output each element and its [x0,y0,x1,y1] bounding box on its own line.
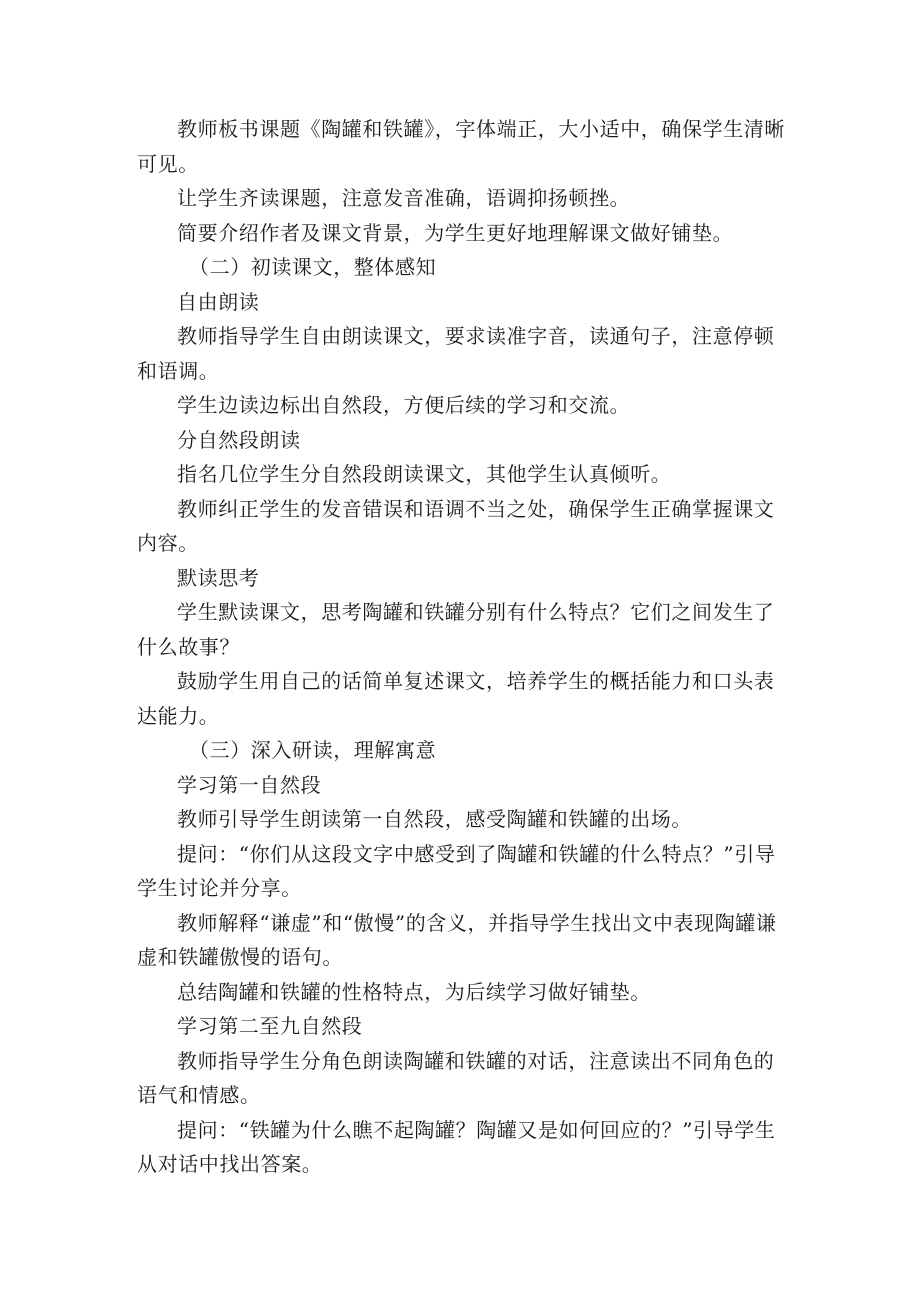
paragraph: 教师指导学生分角色朗读陶罐和铁罐的对话，注意读出不同角色的语气和情感。 [137,1048,775,1107]
paragraph: 让学生齐读课题，注意发音准确，语调抑扬顿挫。 [177,186,631,210]
paragraph: 鼓励学生用自己的话简单复述课文，培养学生的概括能力和口头表达能力。 [137,669,775,728]
subheading: 自由朗读 [177,289,260,314]
document-body [137,112,789,1182]
paragraph: 教师板书课题《陶罐和铁罐》，字体端正，大小适中，确保学生清晰可见。 [137,117,785,176]
subheading: 分自然段朗读 [177,427,301,452]
section-heading: （三）深入研读，理解寓意 [189,738,437,762]
paragraph: 学生默读课文，思考陶罐和铁罐分别有什么特点？它们之间发生了什么故事？ [137,600,775,659]
paragraph: 提问：“你们从这段文字中感受到了陶罐和铁罐的什么特点？”引导学生讨论并分享。 [137,841,776,900]
paragraph: 总结陶罐和铁罐的性格特点，为后续学习做好铺垫。 [177,979,651,1004]
subheading: 默读思考 [177,565,260,590]
paragraph: 教师引导学生朗读第一自然段，感受陶罐和铁罐的出场。 [177,807,692,831]
paragraph: 简要介绍作者及课文背景，为学生更好地理解课文做好铺垫。 [177,220,734,245]
paragraph: 教师指导学生自由朗读课文，要求读准字音，读通句子，注意停顿和语调。 [137,324,775,383]
paragraph: 教师解释“谦虚”和“傲慢”的含义，并指导学生找出文中表现陶罐谦虚和铁罐傲慢的语句。 [137,910,777,969]
paragraph: 指名几位学生分自然段朗读课文，其他学生认真倾听。 [177,462,672,486]
subheading: 学习第一自然段 [177,772,322,797]
subheading: 学习第二至九自然段 [177,1014,363,1038]
paragraph: 学生边读边标出自然段，方便后续的学习和交流。 [177,393,631,417]
section-heading: （二）初读课文，整体感知 [189,255,437,279]
paragraph: 提问：“铁罐为什么瞧不起陶罐？陶罐又是如何回应的？”引导学生从对话中找出答案。 [137,1117,776,1176]
paragraph: 教师纠正学生的发音错误和语调不当之处，确保学生正确掌握课文内容。 [137,496,775,555]
